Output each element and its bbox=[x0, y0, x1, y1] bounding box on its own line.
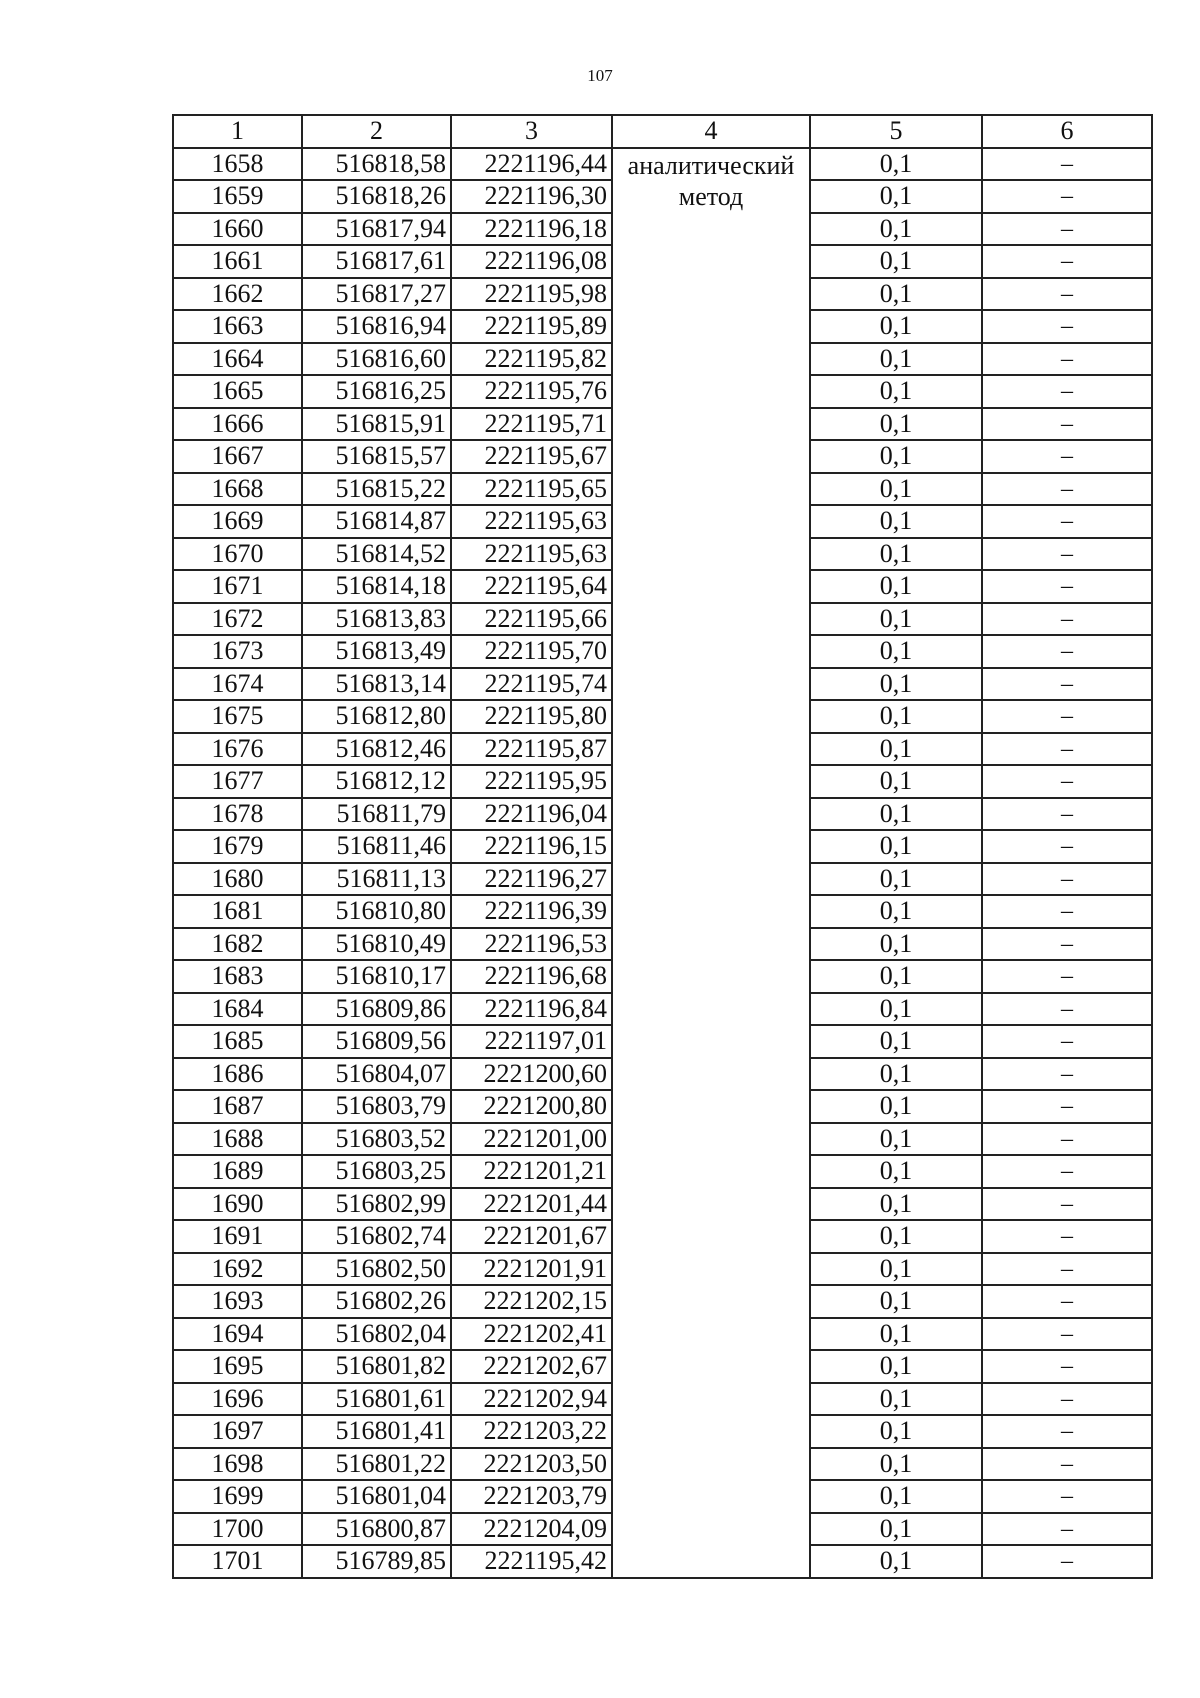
note-cell: – bbox=[982, 993, 1152, 1026]
y-coordinate-cell: 2221196,84 bbox=[451, 993, 612, 1026]
x-coordinate-cell: 516814,52 bbox=[302, 538, 451, 571]
y-coordinate-cell: 2221197,01 bbox=[451, 1025, 612, 1058]
point-number-cell: 1701 bbox=[173, 1545, 302, 1578]
note-cell: – bbox=[982, 733, 1152, 766]
y-coordinate-cell: 2221203,50 bbox=[451, 1448, 612, 1481]
point-number-cell: 1661 bbox=[173, 245, 302, 278]
accuracy-cell: 0,1 bbox=[810, 1415, 982, 1448]
x-coordinate-cell: 516817,27 bbox=[302, 278, 451, 311]
note-cell: – bbox=[982, 1448, 1152, 1481]
note-cell: – bbox=[982, 668, 1152, 701]
y-coordinate-cell: 2221195,95 bbox=[451, 765, 612, 798]
x-coordinate-cell: 516817,61 bbox=[302, 245, 451, 278]
y-coordinate-cell: 2221201,00 bbox=[451, 1123, 612, 1156]
x-coordinate-cell: 516813,14 bbox=[302, 668, 451, 701]
point-number-cell: 1666 bbox=[173, 408, 302, 441]
note-cell: – bbox=[982, 473, 1152, 506]
y-coordinate-cell: 2221195,67 bbox=[451, 440, 612, 473]
accuracy-cell: 0,1 bbox=[810, 213, 982, 246]
y-coordinate-cell: 2221201,91 bbox=[451, 1253, 612, 1286]
coordinates-table bbox=[172, 114, 1153, 1579]
point-number-cell: 1674 bbox=[173, 668, 302, 701]
note-cell: – bbox=[982, 1318, 1152, 1351]
x-coordinate-cell: 516810,49 bbox=[302, 928, 451, 961]
accuracy-cell: 0,1 bbox=[810, 278, 982, 311]
x-coordinate-cell: 516816,94 bbox=[302, 310, 451, 343]
accuracy-cell: 0,1 bbox=[810, 148, 982, 181]
point-number-cell: 1665 bbox=[173, 375, 302, 408]
y-coordinate-cell: 2221195,89 bbox=[451, 310, 612, 343]
x-coordinate-cell: 516803,25 bbox=[302, 1155, 451, 1188]
point-number-cell: 1684 bbox=[173, 993, 302, 1026]
x-coordinate-cell: 516816,25 bbox=[302, 375, 451, 408]
accuracy-cell: 0,1 bbox=[810, 473, 982, 506]
point-number-cell: 1663 bbox=[173, 310, 302, 343]
y-coordinate-cell: 2221196,30 bbox=[451, 180, 612, 213]
point-number-cell: 1685 bbox=[173, 1025, 302, 1058]
x-coordinate-cell: 516813,49 bbox=[302, 635, 451, 668]
y-coordinate-cell: 2221195,63 bbox=[451, 505, 612, 538]
y-coordinate-cell: 2221203,79 bbox=[451, 1480, 612, 1513]
accuracy-cell: 0,1 bbox=[810, 668, 982, 701]
y-coordinate-cell: 2221196,39 bbox=[451, 895, 612, 928]
accuracy-cell: 0,1 bbox=[810, 1383, 982, 1416]
note-cell: – bbox=[982, 765, 1152, 798]
x-coordinate-cell: 516802,74 bbox=[302, 1220, 451, 1253]
accuracy-cell: 0,1 bbox=[810, 375, 982, 408]
column-header: 5 bbox=[810, 115, 982, 148]
x-coordinate-cell: 516817,94 bbox=[302, 213, 451, 246]
accuracy-cell: 0,1 bbox=[810, 440, 982, 473]
accuracy-cell: 0,1 bbox=[810, 1188, 982, 1221]
point-number-cell: 1678 bbox=[173, 798, 302, 831]
y-coordinate-cell: 2221195,87 bbox=[451, 733, 612, 766]
point-number-cell: 1662 bbox=[173, 278, 302, 311]
point-number-cell: 1669 bbox=[173, 505, 302, 538]
point-number-cell: 1668 bbox=[173, 473, 302, 506]
x-coordinate-cell: 516811,13 bbox=[302, 863, 451, 896]
x-coordinate-cell: 516811,46 bbox=[302, 830, 451, 863]
x-coordinate-cell: 516801,41 bbox=[302, 1415, 451, 1448]
note-cell: – bbox=[982, 538, 1152, 571]
y-coordinate-cell: 2221195,74 bbox=[451, 668, 612, 701]
note-cell: – bbox=[982, 1253, 1152, 1286]
y-coordinate-cell: 2221196,18 bbox=[451, 213, 612, 246]
y-coordinate-cell: 2221202,41 bbox=[451, 1318, 612, 1351]
accuracy-cell: 0,1 bbox=[810, 1480, 982, 1513]
x-coordinate-cell: 516801,04 bbox=[302, 1480, 451, 1513]
point-number-cell: 1664 bbox=[173, 343, 302, 376]
point-number-cell: 1683 bbox=[173, 960, 302, 993]
x-coordinate-cell: 516813,83 bbox=[302, 603, 451, 636]
point-number-cell: 1660 bbox=[173, 213, 302, 246]
point-number-cell: 1696 bbox=[173, 1383, 302, 1416]
x-coordinate-cell: 516811,79 bbox=[302, 798, 451, 831]
x-coordinate-cell: 516815,57 bbox=[302, 440, 451, 473]
accuracy-cell: 0,1 bbox=[810, 798, 982, 831]
accuracy-cell: 0,1 bbox=[810, 895, 982, 928]
note-cell: – bbox=[982, 798, 1152, 831]
y-coordinate-cell: 2221196,15 bbox=[451, 830, 612, 863]
x-coordinate-cell: 516801,82 bbox=[302, 1350, 451, 1383]
y-coordinate-cell: 2221203,22 bbox=[451, 1415, 612, 1448]
x-coordinate-cell: 516809,86 bbox=[302, 993, 451, 1026]
point-number-cell: 1690 bbox=[173, 1188, 302, 1221]
note-cell: – bbox=[982, 278, 1152, 311]
y-coordinate-cell: 2221201,67 bbox=[451, 1220, 612, 1253]
x-coordinate-cell: 516803,79 bbox=[302, 1090, 451, 1123]
accuracy-cell: 0,1 bbox=[810, 180, 982, 213]
x-coordinate-cell: 516809,56 bbox=[302, 1025, 451, 1058]
accuracy-cell: 0,1 bbox=[810, 1545, 982, 1578]
accuracy-cell: 0,1 bbox=[810, 765, 982, 798]
accuracy-cell: 0,1 bbox=[810, 635, 982, 668]
x-coordinate-cell: 516789,85 bbox=[302, 1545, 451, 1578]
note-cell: – bbox=[982, 213, 1152, 246]
note-cell: – bbox=[982, 1480, 1152, 1513]
x-coordinate-cell: 516810,80 bbox=[302, 895, 451, 928]
accuracy-cell: 0,1 bbox=[810, 245, 982, 278]
accuracy-cell: 0,1 bbox=[810, 343, 982, 376]
note-cell: – bbox=[982, 1513, 1152, 1546]
point-number-cell: 1681 bbox=[173, 895, 302, 928]
note-cell: – bbox=[982, 1545, 1152, 1578]
note-cell: – bbox=[982, 1350, 1152, 1383]
y-coordinate-cell: 2221195,80 bbox=[451, 700, 612, 733]
point-number-cell: 1689 bbox=[173, 1155, 302, 1188]
accuracy-cell: 0,1 bbox=[810, 1123, 982, 1156]
point-number-cell: 1695 bbox=[173, 1350, 302, 1383]
accuracy-cell: 0,1 bbox=[810, 1090, 982, 1123]
note-cell: – bbox=[982, 245, 1152, 278]
x-coordinate-cell: 516800,87 bbox=[302, 1513, 451, 1546]
y-coordinate-cell: 2221196,08 bbox=[451, 245, 612, 278]
note-cell: – bbox=[982, 830, 1152, 863]
y-coordinate-cell: 2221195,65 bbox=[451, 473, 612, 506]
accuracy-cell: 0,1 bbox=[810, 1025, 982, 1058]
column-header: 4 bbox=[612, 115, 810, 148]
x-coordinate-cell: 516818,58 bbox=[302, 148, 451, 181]
point-number-cell: 1700 bbox=[173, 1513, 302, 1546]
x-coordinate-cell: 516812,46 bbox=[302, 733, 451, 766]
x-coordinate-cell: 516802,50 bbox=[302, 1253, 451, 1286]
accuracy-cell: 0,1 bbox=[810, 733, 982, 766]
column-header: 2 bbox=[302, 115, 451, 148]
accuracy-cell: 0,1 bbox=[810, 863, 982, 896]
column-header: 1 bbox=[173, 115, 302, 148]
accuracy-cell: 0,1 bbox=[810, 603, 982, 636]
note-cell: – bbox=[982, 505, 1152, 538]
method-cell: аналитический метод bbox=[612, 148, 810, 1578]
note-cell: – bbox=[982, 440, 1152, 473]
note-cell: – bbox=[982, 1155, 1152, 1188]
point-number-cell: 1694 bbox=[173, 1318, 302, 1351]
table-header-row bbox=[173, 115, 1152, 148]
accuracy-cell: 0,1 bbox=[810, 1350, 982, 1383]
x-coordinate-cell: 516814,87 bbox=[302, 505, 451, 538]
note-cell: – bbox=[982, 1415, 1152, 1448]
point-number-cell: 1687 bbox=[173, 1090, 302, 1123]
accuracy-cell: 0,1 bbox=[810, 538, 982, 571]
page-number: 107 bbox=[587, 66, 613, 85]
x-coordinate-cell: 516801,61 bbox=[302, 1383, 451, 1416]
note-cell: – bbox=[982, 863, 1152, 896]
note-cell: – bbox=[982, 635, 1152, 668]
point-number-cell: 1676 bbox=[173, 733, 302, 766]
note-cell: – bbox=[982, 570, 1152, 603]
y-coordinate-cell: 2221196,68 bbox=[451, 960, 612, 993]
y-coordinate-cell: 2221201,21 bbox=[451, 1155, 612, 1188]
y-coordinate-cell: 2221195,42 bbox=[451, 1545, 612, 1578]
point-number-cell: 1682 bbox=[173, 928, 302, 961]
point-number-cell: 1693 bbox=[173, 1285, 302, 1318]
x-coordinate-cell: 516804,07 bbox=[302, 1058, 451, 1091]
x-coordinate-cell: 516802,99 bbox=[302, 1188, 451, 1221]
point-number-cell: 1675 bbox=[173, 700, 302, 733]
accuracy-cell: 0,1 bbox=[810, 1448, 982, 1481]
point-number-cell: 1680 bbox=[173, 863, 302, 896]
point-number-cell: 1692 bbox=[173, 1253, 302, 1286]
y-coordinate-cell: 2221195,82 bbox=[451, 343, 612, 376]
column-header: 3 bbox=[451, 115, 612, 148]
y-coordinate-cell: 2221195,71 bbox=[451, 408, 612, 441]
x-coordinate-cell: 516815,91 bbox=[302, 408, 451, 441]
note-cell: – bbox=[982, 603, 1152, 636]
x-coordinate-cell: 516810,17 bbox=[302, 960, 451, 993]
point-number-cell: 1658 bbox=[173, 148, 302, 181]
accuracy-cell: 0,1 bbox=[810, 700, 982, 733]
x-coordinate-cell: 516814,18 bbox=[302, 570, 451, 603]
x-coordinate-cell: 516816,60 bbox=[302, 343, 451, 376]
column-header: 6 bbox=[982, 115, 1152, 148]
accuracy-cell: 0,1 bbox=[810, 408, 982, 441]
y-coordinate-cell: 2221195,66 bbox=[451, 603, 612, 636]
accuracy-cell: 0,1 bbox=[810, 1155, 982, 1188]
note-cell: – bbox=[982, 375, 1152, 408]
point-number-cell: 1670 bbox=[173, 538, 302, 571]
point-number-cell: 1667 bbox=[173, 440, 302, 473]
note-cell: – bbox=[982, 928, 1152, 961]
accuracy-cell: 0,1 bbox=[810, 960, 982, 993]
x-coordinate-cell: 516802,26 bbox=[302, 1285, 451, 1318]
accuracy-cell: 0,1 bbox=[810, 570, 982, 603]
y-coordinate-cell: 2221200,80 bbox=[451, 1090, 612, 1123]
x-coordinate-cell: 516802,04 bbox=[302, 1318, 451, 1351]
note-cell: – bbox=[982, 343, 1152, 376]
point-number-cell: 1688 bbox=[173, 1123, 302, 1156]
point-number-cell: 1697 bbox=[173, 1415, 302, 1448]
accuracy-cell: 0,1 bbox=[810, 1513, 982, 1546]
note-cell: – bbox=[982, 1220, 1152, 1253]
point-number-cell: 1659 bbox=[173, 180, 302, 213]
y-coordinate-cell: 2221200,60 bbox=[451, 1058, 612, 1091]
y-coordinate-cell: 2221195,70 bbox=[451, 635, 612, 668]
note-cell: – bbox=[982, 148, 1152, 181]
note-cell: – bbox=[982, 180, 1152, 213]
x-coordinate-cell: 516812,80 bbox=[302, 700, 451, 733]
y-coordinate-cell: 2221195,63 bbox=[451, 538, 612, 571]
accuracy-cell: 0,1 bbox=[810, 1318, 982, 1351]
point-number-cell: 1686 bbox=[173, 1058, 302, 1091]
note-cell: – bbox=[982, 1188, 1152, 1221]
x-coordinate-cell: 516803,52 bbox=[302, 1123, 451, 1156]
note-cell: – bbox=[982, 895, 1152, 928]
point-number-cell: 1673 bbox=[173, 635, 302, 668]
accuracy-cell: 0,1 bbox=[810, 310, 982, 343]
y-coordinate-cell: 2221196,27 bbox=[451, 863, 612, 896]
y-coordinate-cell: 2221196,04 bbox=[451, 798, 612, 831]
note-cell: – bbox=[982, 1025, 1152, 1058]
point-number-cell: 1672 bbox=[173, 603, 302, 636]
accuracy-cell: 0,1 bbox=[810, 993, 982, 1026]
x-coordinate-cell: 516818,26 bbox=[302, 180, 451, 213]
point-number-cell: 1679 bbox=[173, 830, 302, 863]
accuracy-cell: 0,1 bbox=[810, 1285, 982, 1318]
accuracy-cell: 0,1 bbox=[810, 1253, 982, 1286]
note-cell: – bbox=[982, 1058, 1152, 1091]
accuracy-cell: 0,1 bbox=[810, 830, 982, 863]
y-coordinate-cell: 2221201,44 bbox=[451, 1188, 612, 1221]
table-row bbox=[173, 148, 1152, 181]
point-number-cell: 1698 bbox=[173, 1448, 302, 1481]
note-cell: – bbox=[982, 408, 1152, 441]
y-coordinate-cell: 2221196,53 bbox=[451, 928, 612, 961]
point-number-cell: 1671 bbox=[173, 570, 302, 603]
note-cell: – bbox=[982, 1123, 1152, 1156]
y-coordinate-cell: 2221204,09 bbox=[451, 1513, 612, 1546]
y-coordinate-cell: 2221202,94 bbox=[451, 1383, 612, 1416]
y-coordinate-cell: 2221195,76 bbox=[451, 375, 612, 408]
x-coordinate-cell: 516801,22 bbox=[302, 1448, 451, 1481]
table-body bbox=[173, 148, 1152, 1578]
note-cell: – bbox=[982, 1285, 1152, 1318]
x-coordinate-cell: 516812,12 bbox=[302, 765, 451, 798]
y-coordinate-cell: 2221195,64 bbox=[451, 570, 612, 603]
point-number-cell: 1677 bbox=[173, 765, 302, 798]
point-number-cell: 1691 bbox=[173, 1220, 302, 1253]
point-number-cell: 1699 bbox=[173, 1480, 302, 1513]
accuracy-cell: 0,1 bbox=[810, 1220, 982, 1253]
accuracy-cell: 0,1 bbox=[810, 505, 982, 538]
y-coordinate-cell: 2221195,98 bbox=[451, 278, 612, 311]
y-coordinate-cell: 2221202,67 bbox=[451, 1350, 612, 1383]
note-cell: – bbox=[982, 700, 1152, 733]
note-cell: – bbox=[982, 960, 1152, 993]
y-coordinate-cell: 2221202,15 bbox=[451, 1285, 612, 1318]
x-coordinate-cell: 516815,22 bbox=[302, 473, 451, 506]
note-cell: – bbox=[982, 1090, 1152, 1123]
accuracy-cell: 0,1 bbox=[810, 928, 982, 961]
accuracy-cell: 0,1 bbox=[810, 1058, 982, 1091]
y-coordinate-cell: 2221196,44 bbox=[451, 148, 612, 181]
note-cell: – bbox=[982, 1383, 1152, 1416]
note-cell: – bbox=[982, 310, 1152, 343]
